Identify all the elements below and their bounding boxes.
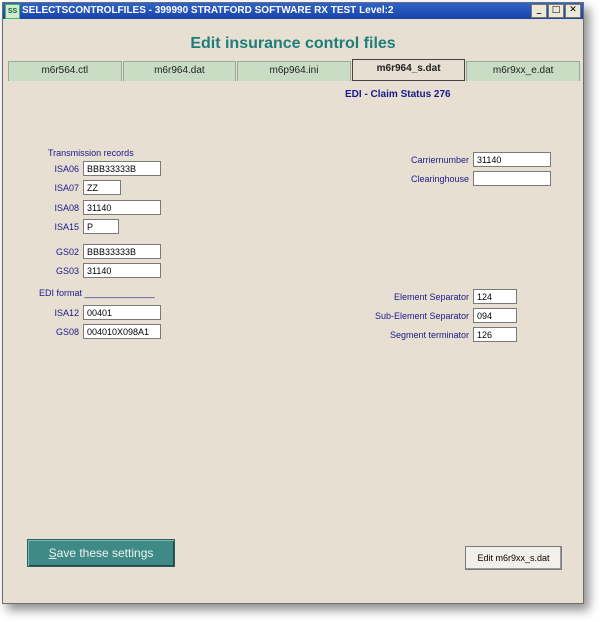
segment-terminator-input[interactable]: 126	[473, 327, 517, 342]
edit-file-button[interactable]: Edit m6r9xx_s.dat	[465, 546, 562, 570]
carriernumber-input[interactable]: 31140	[473, 152, 551, 167]
gs02-input[interactable]: BBB33333B	[83, 244, 161, 259]
gs08-label: GS08	[55, 327, 79, 337]
isa12-label: ISA12	[54, 308, 79, 318]
tab-m6r9xx-e-dat[interactable]: m6r9xx_e.dat	[466, 61, 580, 81]
save-settings-button[interactable]	[27, 539, 175, 567]
tab-m6r964-s-dat[interactable]: m6r964_s.dat	[352, 59, 466, 81]
sub-element-separator-input[interactable]: 094	[473, 308, 517, 323]
segment-terminator-label: Segment terminator	[389, 330, 469, 340]
tab-m6p964-ini[interactable]: m6p964.ini	[237, 61, 351, 81]
isa06-label: ISA06	[54, 164, 79, 174]
tab-strip	[8, 61, 581, 81]
clearinghouse-input[interactable]	[473, 171, 551, 186]
tab-m6r564-ctl[interactable]: m6r564.ctl	[8, 61, 122, 81]
save-mnemonic: S	[48, 546, 57, 560]
gs03-input[interactable]: 31140	[83, 263, 161, 278]
minimize-button[interactable]: _	[531, 4, 547, 18]
close-button[interactable]: ✕	[565, 4, 581, 18]
isa08-label: ISA08	[54, 203, 79, 213]
gs08-input[interactable]: 004010X098A1	[83, 324, 161, 339]
isa12-input[interactable]: 00401	[83, 305, 161, 320]
isa15-label: ISA15	[54, 222, 79, 232]
isa06-input[interactable]: BBB33333B	[83, 161, 161, 176]
app-icon: SS	[5, 4, 20, 19]
gs02-label: GS02	[55, 247, 79, 257]
main-window	[2, 2, 584, 604]
element-separator-input[interactable]: 124	[473, 289, 517, 304]
isa08-input[interactable]: 31140	[83, 200, 161, 215]
transmission-records-label: Transmission records	[48, 148, 134, 158]
title-bar[interactable]	[3, 3, 583, 19]
window-title: SELECTSCONTROLFILES - 399990 STRATFORD SOFTWARE RX TEST Level:2	[22, 5, 394, 16]
tab-m6r964-dat[interactable]: m6r964.dat	[123, 61, 237, 81]
page-title: Edit insurance control files	[190, 35, 396, 52]
maximize-button[interactable]: □	[548, 4, 564, 18]
sub-element-separator-label: Sub-Element Separator	[374, 311, 469, 321]
isa07-label: ISA07	[54, 183, 79, 193]
isa07-input[interactable]: ZZ	[83, 180, 121, 195]
gs03-label: GS03	[55, 266, 79, 276]
element-separator-label: Element Separator	[393, 292, 469, 302]
section-subtitle: EDI - Claim Status 276	[345, 89, 451, 100]
edi-format-label: EDI format ______________	[39, 288, 155, 298]
clearinghouse-label: Clearinghouse	[410, 174, 469, 184]
isa15-input[interactable]: P	[83, 219, 119, 234]
save-label: ave these settings	[56, 546, 154, 560]
carriernumber-label: Carriernumber	[410, 155, 469, 165]
